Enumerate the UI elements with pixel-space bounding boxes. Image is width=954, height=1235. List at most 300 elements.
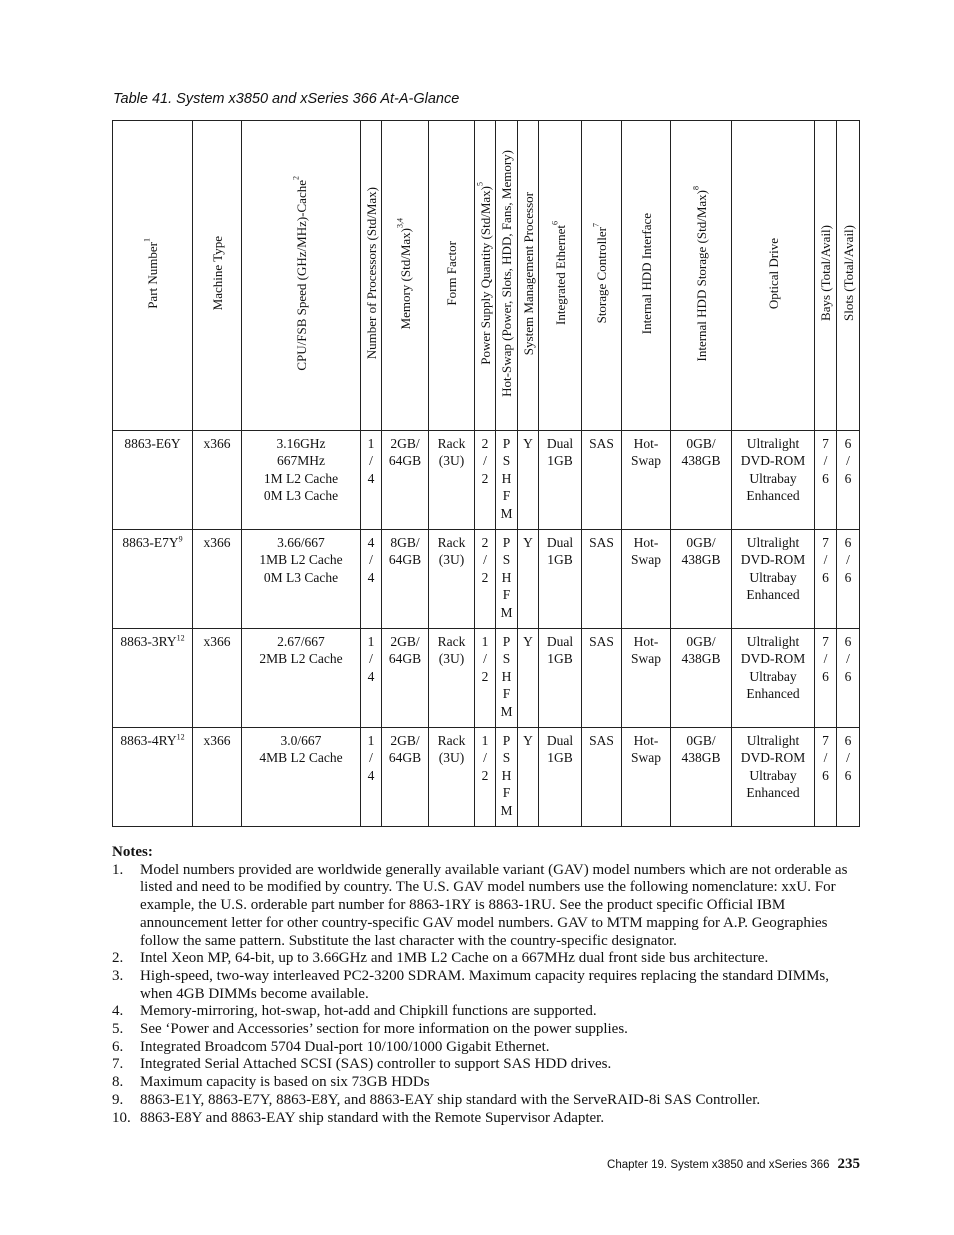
cell-storage — [582, 629, 622, 728]
cell-line: 2GB/ — [390, 634, 420, 649]
cell-text: x366 — [203, 733, 231, 748]
column-header — [242, 121, 361, 431]
cell-line: Rack — [437, 634, 466, 649]
cell-line: H — [501, 569, 512, 585]
footnote-ref: 9 — [178, 534, 183, 544]
column-header — [582, 121, 622, 431]
cell-text: x366 — [203, 436, 231, 451]
note-number: 9. — [112, 1091, 124, 1108]
cell-hdd-storage — [671, 728, 732, 827]
cell-line: 1GB — [547, 552, 573, 568]
column-header-text: Form Factor — [444, 240, 459, 306]
column-header — [113, 121, 193, 431]
cell-line: 8GB/ — [390, 535, 420, 550]
cell-line: / — [823, 750, 828, 766]
table-row — [113, 431, 860, 530]
cell-line: Ultrabay — [749, 767, 797, 783]
column-header — [837, 121, 860, 431]
cell-line: 6 — [822, 767, 829, 783]
cell-form — [429, 629, 475, 728]
column-header-text: Internal HDD Storage (Std/Max) — [693, 189, 709, 362]
cell-line: DVD-ROM — [740, 552, 806, 568]
cell-line: / — [483, 453, 487, 469]
column-header-text: Internal HDD Interface — [638, 212, 654, 334]
cell-bays — [815, 431, 837, 530]
cell-line: F — [502, 686, 511, 702]
cell-line: 64GB — [388, 552, 422, 568]
cell-text: SAS — [589, 634, 614, 649]
cell-form — [429, 530, 475, 629]
cell-optical — [732, 431, 815, 530]
note-number: 8. — [112, 1074, 124, 1091]
cell-line: F — [502, 587, 511, 603]
cell-line: S — [502, 552, 511, 568]
cell-line: 1GB — [547, 750, 573, 766]
column-header-label — [818, 225, 833, 321]
cell-text: SAS — [589, 733, 614, 748]
cell-line: Swap — [631, 750, 661, 766]
cell-line: Enhanced — [746, 686, 800, 702]
footnote-ref: 12 — [176, 633, 185, 643]
footnote-ref: 1 — [142, 237, 152, 242]
cell-line: DVD-ROM — [740, 453, 806, 469]
cell-line: (3U) — [438, 750, 465, 766]
cell-line: 3.16GHz — [276, 436, 326, 451]
cell-ethernet — [539, 629, 582, 728]
footnote-ref: 8 — [691, 185, 701, 190]
cell-psu — [475, 728, 496, 827]
cell-slots — [837, 530, 860, 629]
cell-hdd-storage — [671, 629, 732, 728]
column-header-text: Number of Processors (Std/Max) — [363, 187, 379, 360]
cell-part — [113, 728, 193, 827]
cell-line: 3.0/667 — [280, 733, 322, 748]
column-header — [518, 121, 539, 431]
cell-line: / — [846, 750, 850, 766]
note-number: 7. — [112, 1056, 124, 1073]
footnote-ref: 6 — [550, 221, 560, 226]
cell-line: M — [500, 802, 513, 818]
cell-type — [193, 431, 242, 530]
column-header-label — [475, 181, 493, 365]
cell-smp — [518, 431, 539, 530]
column-header-text: Memory (Std/Max) — [397, 227, 413, 330]
cell-line: M — [500, 604, 513, 620]
column-header-label — [395, 217, 413, 330]
note-text: Integrated Serial Attached SCSI (SAS) controller to support SAS HDD drives. — [140, 1056, 612, 1073]
cell-line: 438GB — [681, 651, 721, 667]
cell-storage — [582, 431, 622, 530]
cell-optical — [732, 530, 815, 629]
cell-hotswap — [496, 728, 518, 827]
cell-line: 64GB — [388, 651, 422, 667]
cell-line: 6 — [844, 436, 852, 451]
column-header-label — [766, 238, 781, 309]
cell-line: 6 — [844, 634, 852, 649]
cell-line: 2MB L2 Cache — [259, 651, 343, 667]
cell-text: SAS — [589, 436, 614, 451]
column-header-label — [444, 241, 459, 306]
cell-type — [193, 728, 242, 827]
cell-line: 4 — [367, 569, 375, 585]
cell-memory — [382, 530, 429, 629]
cell-line: 1 — [367, 634, 375, 649]
cell-line: 6 — [822, 470, 829, 486]
cell-line: 6 — [822, 668, 829, 684]
page-number: 235 — [837, 1156, 860, 1172]
column-header — [475, 121, 496, 431]
cell-line: 0M L3 Cache — [263, 569, 339, 585]
cell-line: 1 — [367, 733, 375, 748]
cell-line: 1GB — [547, 651, 573, 667]
cell-line: 2.67/667 — [277, 634, 325, 649]
cell-line: Ultralight — [746, 535, 800, 550]
column-header-label — [550, 221, 568, 326]
table-header-row — [113, 121, 860, 431]
note-text: Maximum capacity is based on six 73GB HDDs — [140, 1074, 430, 1091]
notes-section — [112, 844, 864, 1127]
cell-line: Enhanced — [746, 488, 800, 504]
column-header — [732, 121, 815, 431]
cell-line: 4 — [367, 767, 375, 783]
cell-line: Dual — [546, 436, 574, 451]
table-row — [113, 530, 860, 629]
column-header — [496, 121, 518, 431]
notes-title: Notes: — [112, 844, 153, 860]
note-number: 5. — [112, 1021, 124, 1038]
column-header-text: CPU/FSB Speed (GHz/MHz)-Cache — [293, 179, 309, 371]
cell-line: P — [502, 535, 511, 550]
cell-line: / — [483, 651, 487, 667]
cell-line: H — [501, 767, 512, 783]
column-header-text: Integrated Ethernet — [552, 225, 568, 326]
cell-bays — [815, 629, 837, 728]
column-header — [815, 121, 837, 431]
cell-text: 8863-3RY — [120, 634, 177, 649]
cell-line: Swap — [631, 651, 661, 667]
cell-line: 7 — [822, 535, 829, 550]
cell-bays — [815, 728, 837, 827]
cell-hdd-storage — [671, 530, 732, 629]
cell-line: 0M L3 Cache — [263, 488, 339, 504]
cell-slots — [837, 431, 860, 530]
note-text: Integrated Broadcom 5704 Dual-port 10/100/1000 Gigabit Ethernet. — [140, 1038, 550, 1055]
cell-line: 438GB — [681, 750, 721, 766]
cell-line: 6 — [844, 668, 852, 684]
cell-line: 1GB — [547, 453, 573, 469]
cell-line: 667MHz — [277, 453, 325, 469]
cell-line: 7 — [822, 634, 829, 649]
cell-line: S — [502, 750, 511, 766]
note-item — [112, 1092, 864, 1110]
cell-line: 1 — [481, 733, 489, 748]
cell-line: 0GB/ — [686, 634, 716, 649]
column-header-label — [691, 185, 709, 362]
column-header-text: Slots (Total/Avail) — [840, 225, 856, 322]
cell-text: SAS — [589, 535, 614, 550]
note-number: 10. — [112, 1109, 131, 1126]
cell-hdd-if — [622, 629, 671, 728]
cell-line: (3U) — [438, 552, 465, 568]
cell-line: Dual — [546, 634, 574, 649]
cell-text: x366 — [203, 634, 231, 649]
cell-hotswap — [496, 431, 518, 530]
cell-line: / — [823, 552, 828, 568]
cell-line: / — [483, 552, 487, 568]
cell-line: 4 — [367, 535, 375, 550]
cell-line: Rack — [437, 436, 466, 451]
cell-line: / — [823, 453, 828, 469]
cell-form — [429, 728, 475, 827]
note-text: Memory-mirroring, hot-swap, hot-add and Chipkill functions are supported. — [140, 1003, 597, 1020]
column-header-text: Storage Controller — [594, 227, 609, 324]
cell-storage — [582, 728, 622, 827]
column-header-label — [591, 223, 609, 324]
cell-line: / — [369, 651, 373, 667]
note-text: Model numbers provided are worldwide generally available variant (GAV) model numbers which are not orderable as listed and need to be modified by country. The U.S. GAV model numbers use the following nomenclature: xxU. For example, the U.S. orderable part number for 8863-1RY is 8863-1RU. See the product specific Official IBM announcement letter for other country-specific GAV model numbers. GAV to MTM mapping for A.P. Geographies follow the same pattern. Substitute the last character with the country-specific designator. — [140, 861, 848, 949]
note-item — [112, 1003, 864, 1021]
page-footer — [607, 1156, 860, 1173]
cell-line: 2 — [481, 569, 489, 585]
cell-line: Ultralight — [746, 733, 800, 748]
cell-form — [429, 431, 475, 530]
footnote-ref: 12 — [176, 732, 185, 742]
cell-line: / — [846, 651, 850, 667]
cell-line: H — [501, 470, 512, 486]
cell-ethernet — [539, 530, 582, 629]
cell-line: 7 — [822, 436, 829, 451]
cell-line: / — [483, 750, 487, 766]
cell-type — [193, 530, 242, 629]
column-header-label — [499, 150, 514, 397]
column-header-label — [841, 225, 856, 321]
cell-memory — [382, 431, 429, 530]
note-number: 4. — [112, 1003, 124, 1020]
note-text: 8863-E1Y, 8863-E7Y, 8863-E8Y, and 8863-EAY ship standard with the ServeRAID-8i SAS Controller. — [140, 1091, 761, 1108]
cell-line: P — [502, 634, 511, 649]
cell-line: / — [369, 552, 373, 568]
cell-line: 2 — [481, 470, 489, 486]
cell-type — [193, 629, 242, 728]
note-number: 2. — [112, 950, 124, 967]
cell-optical — [732, 728, 815, 827]
cell-line: / — [369, 453, 373, 469]
column-header-label — [210, 236, 225, 310]
cell-line: 6 — [844, 733, 852, 748]
cell-text: Y — [523, 634, 533, 649]
column-header — [429, 121, 475, 431]
note-item — [112, 968, 864, 1003]
cell-line: 2GB/ — [390, 436, 420, 451]
cell-line: DVD-ROM — [740, 651, 806, 667]
cell-line: 0GB/ — [686, 733, 716, 748]
cell-line: S — [502, 651, 511, 667]
cell-line: M — [500, 505, 513, 521]
cell-line: 2 — [481, 535, 489, 550]
footnote-ref: 2 — [291, 175, 301, 180]
cell-line: 6 — [844, 767, 852, 783]
cell-line: 0GB/ — [686, 535, 716, 550]
note-number: 3. — [112, 967, 124, 984]
cell-line: 438GB — [681, 552, 721, 568]
table-row — [113, 629, 860, 728]
cell-line: 1M L2 Cache — [263, 470, 339, 486]
cell-cpu — [242, 629, 361, 728]
note-text: 8863-E8Y and 8863-EAY ship standard with the Remote Supervisor Adapter. — [140, 1109, 605, 1126]
cell-line: Dual — [546, 733, 574, 748]
cell-hdd-if — [622, 431, 671, 530]
cell-smp — [518, 629, 539, 728]
cell-line: (3U) — [438, 651, 465, 667]
cell-hotswap — [496, 629, 518, 728]
cell-memory — [382, 728, 429, 827]
cell-line: S — [502, 453, 511, 469]
cell-psu — [475, 629, 496, 728]
cell-smp — [518, 530, 539, 629]
cell-cpu — [242, 431, 361, 530]
cell-line: Ultrabay — [749, 668, 797, 684]
column-header-label — [291, 175, 309, 371]
cell-hdd-if — [622, 530, 671, 629]
column-header-label — [364, 187, 379, 359]
cell-line: Rack — [437, 733, 466, 748]
cell-line: / — [846, 552, 850, 568]
cell-line: 1MB L2 Cache — [259, 552, 343, 568]
cell-procs — [361, 728, 382, 827]
cell-text: Y — [523, 436, 533, 451]
cell-optical — [732, 629, 815, 728]
table-row — [113, 728, 860, 827]
cell-line: Hot- — [633, 634, 659, 649]
column-header-text: Power Supply Quantity (Std/Max) — [477, 185, 493, 365]
cell-ethernet — [539, 431, 582, 530]
cell-slots — [837, 728, 860, 827]
cell-smp — [518, 728, 539, 827]
cell-line: M — [500, 703, 513, 719]
footnote-ref: 3,4 — [395, 217, 405, 228]
cell-cpu — [242, 530, 361, 629]
cell-cpu — [242, 728, 361, 827]
column-header — [361, 121, 382, 431]
cell-procs — [361, 629, 382, 728]
cell-memory — [382, 629, 429, 728]
cell-line: / — [823, 651, 828, 667]
note-item — [112, 1021, 864, 1039]
notes-list — [112, 862, 864, 1128]
column-header — [539, 121, 582, 431]
cell-text: 8863-E7Y — [122, 535, 179, 550]
cell-hdd-storage — [671, 431, 732, 530]
cell-line: Enhanced — [746, 587, 800, 603]
cell-line: 6 — [844, 569, 852, 585]
column-header — [193, 121, 242, 431]
cell-line: P — [502, 733, 511, 748]
cell-psu — [475, 431, 496, 530]
cell-line: 1 — [481, 634, 489, 649]
cell-line: DVD-ROM — [740, 750, 806, 766]
cell-part — [113, 431, 193, 530]
cell-line: 7 — [822, 733, 829, 748]
cell-text: 8863-4RY — [120, 733, 177, 748]
column-header-text: Hot-Swap (Power, Slots, HDD, Fans, Memory) — [499, 149, 514, 397]
cell-line: 2 — [481, 436, 489, 451]
cell-line: Swap — [631, 453, 661, 469]
at-a-glance-table — [112, 120, 860, 827]
cell-line: 3.66/667 — [277, 535, 325, 550]
cell-text: 8863-E6Y — [124, 436, 181, 451]
cell-line: 2 — [481, 668, 489, 684]
cell-line: 2GB/ — [390, 733, 420, 748]
note-item — [112, 862, 864, 951]
cell-hdd-if — [622, 728, 671, 827]
note-item — [112, 950, 864, 968]
note-number: 6. — [112, 1038, 124, 1055]
note-number: 1. — [112, 861, 124, 878]
cell-line: Dual — [546, 535, 574, 550]
cell-line: F — [502, 488, 511, 504]
cell-procs — [361, 431, 382, 530]
cell-line: 4MB L2 Cache — [259, 750, 343, 766]
cell-line: 1 — [367, 436, 375, 451]
cell-line: 4 — [367, 668, 375, 684]
cell-procs — [361, 530, 382, 629]
cell-line: Ultrabay — [749, 470, 797, 486]
cell-line: 6 — [822, 569, 829, 585]
cell-line: 6 — [844, 535, 852, 550]
note-item — [112, 1110, 864, 1128]
cell-line: 2 — [481, 767, 489, 783]
cell-line: 64GB — [388, 750, 422, 766]
cell-line: Ultralight — [746, 436, 800, 451]
cell-line: (3U) — [438, 453, 465, 469]
footnote-ref: 7 — [591, 223, 601, 228]
cell-line: Enhanced — [746, 785, 800, 801]
column-header — [382, 121, 429, 431]
cell-bays — [815, 530, 837, 629]
cell-line: Rack — [437, 535, 466, 550]
note-text: See ‘Power and Accessories’ section for more information on the power supplies. — [140, 1021, 628, 1038]
column-header — [671, 121, 732, 431]
note-item — [112, 1039, 864, 1057]
cell-line: / — [846, 453, 850, 469]
column-header-label — [639, 213, 654, 334]
column-header-text: Part Number — [145, 241, 160, 309]
note-item — [112, 1056, 864, 1074]
cell-line: Hot- — [633, 733, 659, 748]
column-header-text: Bays (Total/Avail) — [818, 225, 833, 322]
table-caption: Table 41. System x3850 and xSeries 366 At-A-Glance — [113, 91, 460, 107]
cell-storage — [582, 530, 622, 629]
column-header-text: Machine Type — [209, 236, 225, 311]
cell-part — [113, 629, 193, 728]
cell-line: Swap — [631, 552, 661, 568]
cell-line: / — [369, 750, 373, 766]
cell-line: 6 — [844, 470, 852, 486]
cell-psu — [475, 530, 496, 629]
cell-text: Y — [523, 733, 533, 748]
note-text: Intel Xeon MP, 64-bit, up to 3.66GHz and 1MB L2 Cache on a 667MHz dual front side bus architecture. — [140, 950, 769, 967]
column-header-text: System Management Processor — [520, 191, 536, 355]
footnote-ref: 5 — [475, 181, 485, 186]
cell-line: F — [502, 785, 511, 801]
cell-line: H — [501, 668, 512, 684]
cell-line: Hot- — [633, 436, 659, 451]
column-header — [622, 121, 671, 431]
cell-slots — [837, 629, 860, 728]
column-header-label — [142, 237, 160, 309]
column-header-text: Optical Drive — [765, 237, 781, 309]
cell-text: Y — [523, 535, 533, 550]
